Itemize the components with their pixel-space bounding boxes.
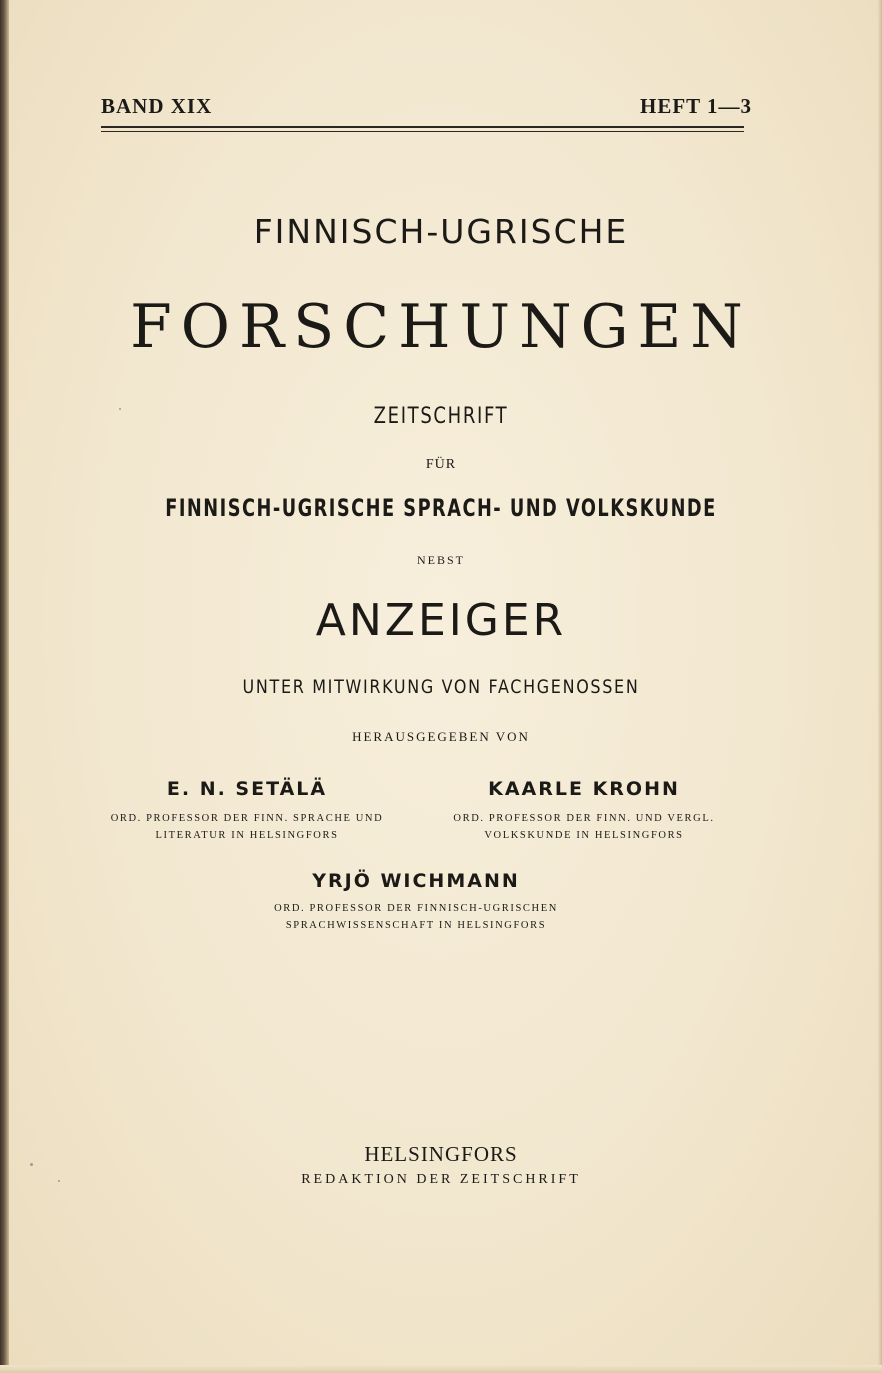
fuer-line: FÜR [425, 457, 457, 472]
mitwirkung-line: UNTER MITWIRKUNG VON FACHGENOSSEN [242, 676, 640, 698]
book-spine-edge [0, 0, 9, 1373]
subject-line: FINNISCH-UGRISCHE SPRACH- UND VOLKSKUNDE [165, 494, 717, 522]
editor-desc-line: ORD. PROFESSOR DER FINNISCH-UGRISCHEN [274, 903, 558, 914]
volume-label: BAND XIX [101, 94, 213, 118]
editor-name: KAARLE KROHN [488, 778, 680, 800]
editor-desc-line: ORD. PROFESSOR DER FINN. UND VERGL. [453, 813, 715, 824]
page-right-edge [878, 0, 882, 1373]
imprint-publisher: REDAKTION DER ZEITSCHRIFT [301, 1172, 581, 1187]
imprint-place: HELSINGFORS [364, 1142, 518, 1166]
editor-desc-line: ORD. PROFESSOR DER FINN. SPRACHE UND [110, 813, 384, 824]
paper-speck [30, 1163, 33, 1166]
editor-name: E. N. SETÄLÄ [166, 778, 328, 800]
editor-setala [94, 778, 400, 844]
zeitschrift-line: ZEITSCHRIFT [373, 404, 509, 429]
editor-desc-line: VOLKSKUNDE IN HELSINGFORS [484, 830, 684, 841]
page-bottom-edge [0, 1365, 882, 1373]
header-rule-thin [101, 131, 744, 132]
editor-desc-line: LITERATUR IN HELSINGFORS [155, 830, 339, 841]
paper-speck [119, 408, 121, 410]
editor-krohn [436, 778, 732, 844]
herausgegeben-line: HERAUSGEGEBEN VON [352, 729, 530, 744]
editor-wichmann [250, 870, 582, 934]
editor-desc-line: SPRACHWISSENSCHAFT IN HELSINGFORS [285, 920, 547, 931]
header-rule-thick [101, 126, 744, 128]
anzeiger-title: ANZEIGER [315, 595, 567, 646]
issue-label: HEFT 1—3 [640, 94, 753, 118]
series-title: FINNISCH-UGRISCHE [253, 212, 629, 251]
main-title: FORSCHUNGEN [130, 292, 752, 362]
paper-speck [58, 1180, 60, 1182]
nebst-line: NEBST [416, 553, 465, 567]
editor-name: YRJÖ WICHMANN [312, 870, 520, 892]
